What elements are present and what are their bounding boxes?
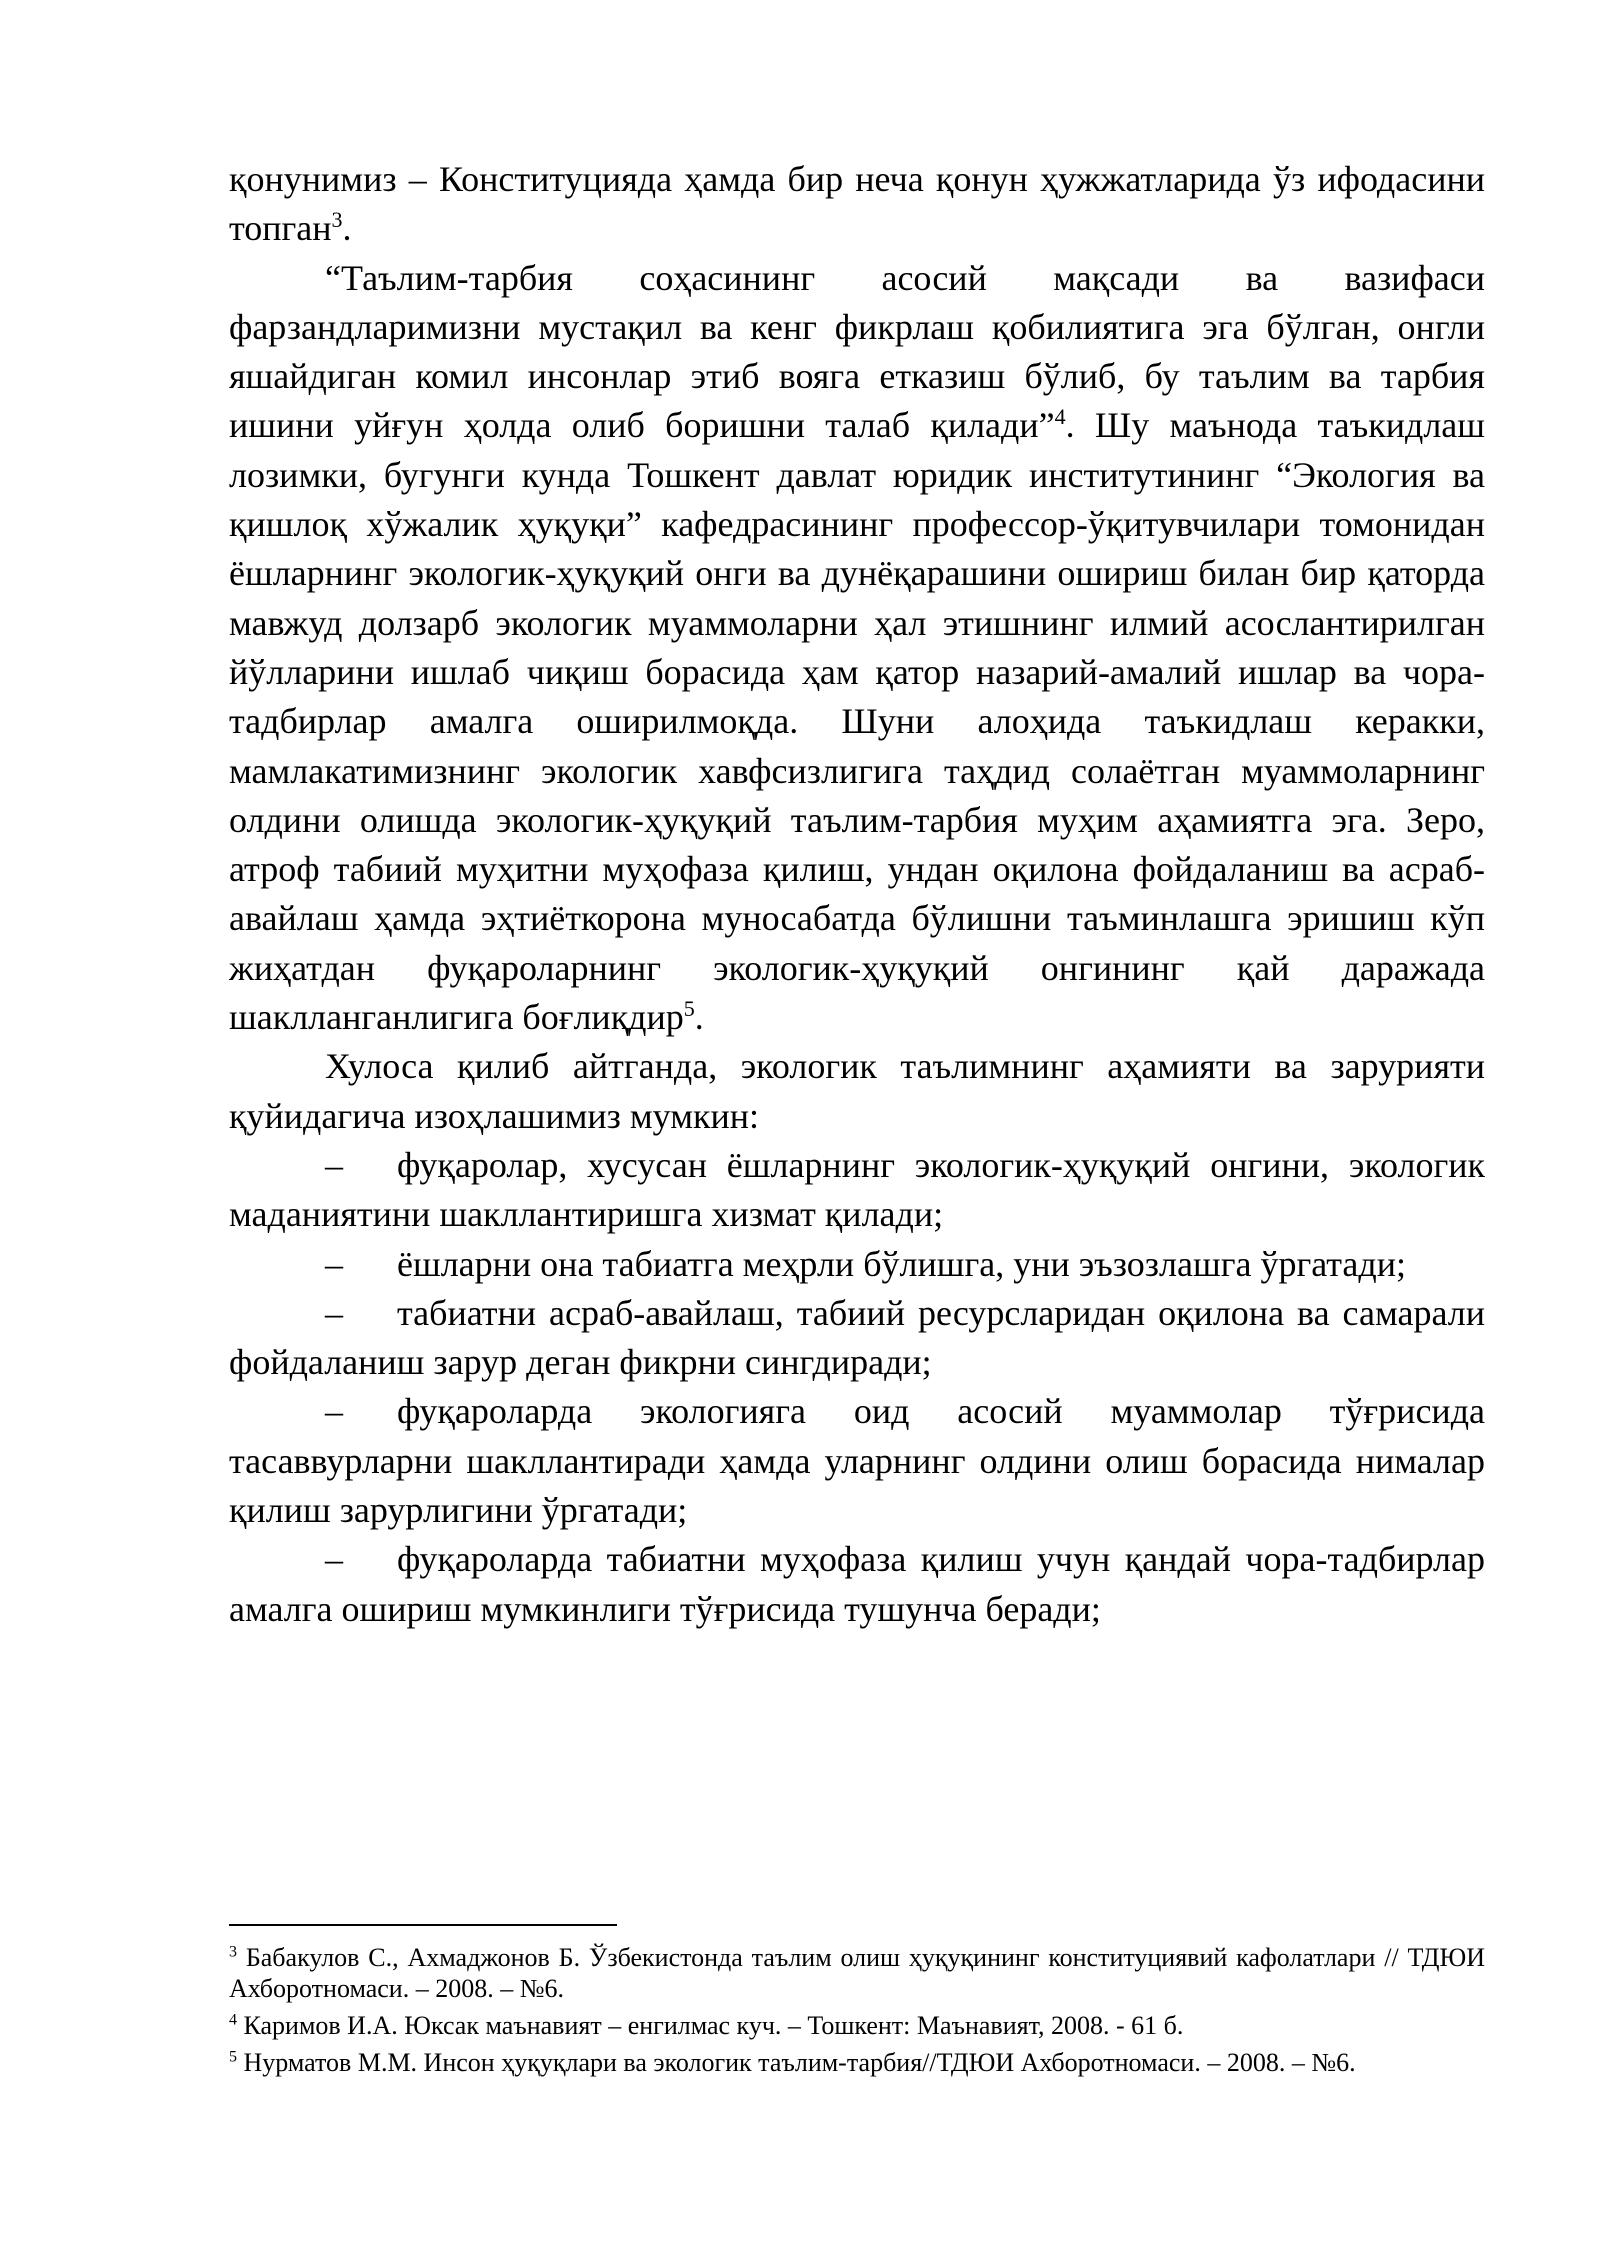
list-item — [229, 1387, 1485, 1535]
list-dash: – — [325, 1391, 343, 1432]
footnote-number: 5 — [229, 2048, 237, 2066]
footnotes — [229, 1942, 1485, 2084]
footnote-text: Нурматов М.М. Инсон ҳуқуқлари ва экологик таълим-тарбия//ТДЮИ Ахборотномаси. – 2008. – №6. — [237, 2048, 1356, 2077]
list-item — [229, 1240, 1485, 1289]
list-item-text: фуқароларда табиатни муҳофаза қилиш учун қандай чора-тадбирлар амалга ошириш мумкинлиги тўғрисида тушунча беради; — [229, 1539, 1485, 1629]
main-text — [229, 155, 1485, 1634]
footnote-5 — [229, 2047, 1485, 2078]
list-item — [229, 1141, 1485, 1240]
paragraph-2 — [229, 254, 1485, 1043]
footnote-4 — [229, 2010, 1485, 2041]
list-item-text: табиатни асраб-авайлаш, табиий ресурсларидан оқилона ва самарали фойдаланиш зарур деган фикрни сингдиради; — [229, 1292, 1485, 1383]
list-item — [229, 1535, 1485, 1634]
list-dash: – — [325, 1144, 343, 1185]
footnote-separator — [229, 1924, 617, 1926]
paragraph-1 — [229, 155, 1485, 254]
list-item-text: ёшларни она табиатга меҳрли бўлишга, уни эъзозлашга ўргатади; — [397, 1243, 1406, 1284]
list-dash: – — [325, 1243, 343, 1284]
footnote-ref-4[interactable]: 4 — [1054, 404, 1066, 430]
footnote-3 — [229, 1942, 1485, 2004]
paragraph-2-quote: “Таълим-тарбия соҳасининг асосий мақсади ва вазифаси фарзандларимизни мустақил ва кенг фикрлаш қобилиятига эга бўлган, онгли яшайдиган комил инсонлар этиб вояга етказиш бўлиб, бу таълим ва тарбия ишини уйғун ҳолда олиб боришни талаб қилади” — [229, 257, 1485, 446]
footnote-ref-5[interactable]: 5 — [683, 996, 695, 1022]
footnote-text: Каримов И.А. Юксак маънавият – енгилмас куч. – Тошкент: Маънавият, 2008. - 61 б. — [237, 2011, 1184, 2040]
paragraph-1-end: . — [342, 208, 352, 249]
footnote-text: Бабакулов С., Ахмаджонов Б. Ўзбекистонда таълим олиш ҳуқуқининг конституциявий кафолатлари // ТДЮИ Ахборотномаси. – 2008. – №6. — [229, 1943, 1485, 2003]
list-item-text: фуқароларда экологияга оид асосий муаммолар тўғрисида тасаввурларни шакллантиради ҳамда уларнинг олдини олиш борасида нималар қилиш зарурлигини ўргатади; — [229, 1391, 1485, 1531]
list-item — [229, 1289, 1485, 1388]
list-dash: – — [325, 1292, 343, 1333]
document-page — [229, 155, 1485, 1634]
list-item-text: фуқаролар, хусусан ёшларнинг экологик-ҳуқуқий онгини, экологик маданиятини шакллантиришга хизмат қилади; — [229, 1144, 1485, 1235]
list-dash: – — [325, 1539, 343, 1580]
paragraph-2-end: . — [694, 997, 704, 1038]
footnote-number: 4 — [229, 2011, 237, 2029]
paragraph-2-body: . Шу маънода таъкидлаш лозимки, бугунги кунда Тошкент давлат юридик институтининг “Экология ва қишлоқ хўжалик ҳуқуқи” кафедрасининг профессор-ўқитувчилари томонидан ёшларнинг экологик-ҳуқуқий онги ва дунёқарашини ошириш билан бир қаторда мавжуд долзарб экологик муаммоларни ҳал этишнинг илмий асослантирилган йўлларини ишлаб чиқиш борасида ҳам қатор назарий-амалий ишлар ва чора-тадбирлар амалга оширилмоқда. Шуни алоҳида таъкидлаш керакки, мамлакатимизнинг экологик хавфсизлигига таҳдид солаётган муаммоларнинг олдини олишда экологик-ҳуқуқий таълим-тарбия муҳим аҳамиятга эга. Зеро, атроф табиий муҳитни муҳофаза қилиш, ундан оқилона фойдаланиш ва асраб-авайлаш ҳамда эҳтиёткорона муносабатда бўлишни таъминлашга эришиш кўп жиҳатдан фуқароларнинг экологик-ҳуқуқий онгининг қай даражада шаклланганлигига боғлиқдир — [229, 405, 1485, 1038]
footnote-ref-3[interactable]: 3 — [331, 207, 343, 233]
footnote-number: 3 — [229, 1943, 237, 1961]
paragraph-3: Хулоса қилиб айтганда, экологик таълимнинг аҳамияти ва зарурияти қуйидагича изоҳлашимиз мумкин: — [229, 1046, 1485, 1136]
paragraph-1-text: қонунимиз – Конституцияда ҳамда бир неча қонун ҳужжатларида ўз ифодасини топган — [229, 159, 1485, 249]
